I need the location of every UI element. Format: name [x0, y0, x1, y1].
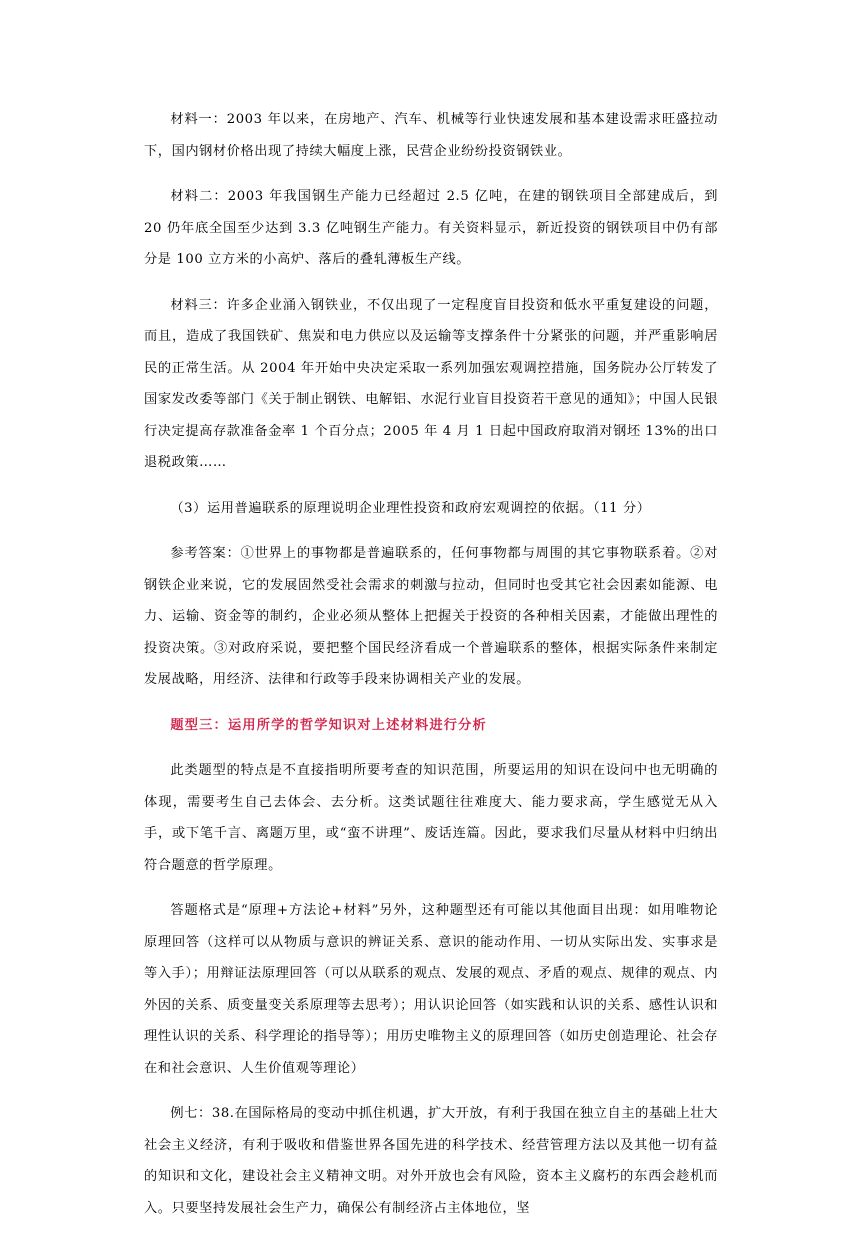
reference-answer-paragraph: 参考答案：①世界上的事物都是普遍联系的，任何事物都与周围的其它事物联系着。②对钢铁企业来说，它的发展固然受社会需求的刺激与拉动，但同时也受其它社会因素如能源、电力、运输、资金等的制约，企业必须从整体上把握关于投资的各种相关因素，才能做出理性的投资决策。③对政府采说，要把整个国民经济看成一个普遍联系的整体，根据实际条件来制定发展战略，用经济、法律和行政等手段来协调相关产业的发展。 [144, 546, 718, 687]
example-seven-paragraph: 例七：38.在国际格局的变动中抓住机遇，扩大开放，有利于我国在独立自主的基础上壮大社会主义经济，有利于吸收和借鉴世界各国先进的科学技术、经营管理方法以及其他一切有益的知识和文化，建设社会主义精神文明。对外开放也会有风险，资本主义腐朽的东西会趁机而入。只要坚持发展社会生产力，确保公有制经济占主体地位，坚 [144, 1106, 718, 1216]
material-three-paragraph: 材料三：许多企业涌入钢铁业，不仅出现了一定程度盲目投资和低水平重复建设的问题，而且，造成了我国铁矿、焦炭和电力供应以及运输等支撑条件十分紧张的问题，并严重影响居民的正常生活。从 2004 年开始中央决定采取一系列加强宏观调控措施，国务院办公厅转发了国家发改委等部门《关于制止钢铁、电解铝、水泥行业盲目投资若干意见的通知》；中国人民银行决定提高存款准备金率 1 个百分点；2005 年 4 月 1 日起中国政府取消对钢坯 13%的出口退税政策…… [144, 297, 718, 470]
type-three-description-paragraph: 此类题型的特点是不直接指明所要考查的知识范围，所要运用的知识在设问中也无明确的体现，需要考生自己去体会、去分析。这类试题往往难度大、能力要求高，学生感觉无从入手，或下笔千言、离题万里，或“蛮不讲理”、废话连篇。因此，要求我们尽量从材料中归纳出符合题意的哲学原理。 [144, 763, 718, 873]
answer-format-paragraph: 答题格式是“原理+方法论+材料”另外，这种题型还有可能以其他面目出现：如用唯物论原理回答（这样可以从物质与意识的辨证关系、意识的能动作用、一切从实际出发、实事求是等入手）；用辩证法原理回答（可以从联系的观点、发展的观点、矛盾的观点、规律的观点、内外因的关系、质变量变关系原理等去思考）；用认识论回答（如实践和认识的关系、感性认识和理性认识的关系、科学理论的指导等）；用历史唯物主义的原理回答（如历史创造理论、社会存在和社会意识、人生价值观等理论） [144, 903, 718, 1076]
material-one-paragraph: 材料一：2003 年以来，在房地产、汽车、机械等行业快速发展和基本建设需求旺盛拉动下，国内钢材价格出现了持续大幅度上涨，民营企业纷纷投资钢铁业。 [144, 112, 718, 159]
type-three-heading: 题型三：运用所学的哲学知识对上述材料进行分析 [170, 717, 487, 733]
document-page [144, 104, 723, 1238]
material-two-paragraph: 材料二：2003 年我国钢生产能力已经超过 2.5 亿吨，在建的钢铁项目全部建成后，到 20 仍年底全国至少达到 3.3 亿吨钢生产能力。有关资料显示，新近投资的钢铁项目中仍有部分是 100 立方米的小高炉、落后的叠轧薄板生产线。 [144, 189, 723, 267]
question-three-paragraph: （3）运用普遍联系的原理说明企业理性投资和政府宏观调控的依据。（11 分） [170, 500, 651, 516]
